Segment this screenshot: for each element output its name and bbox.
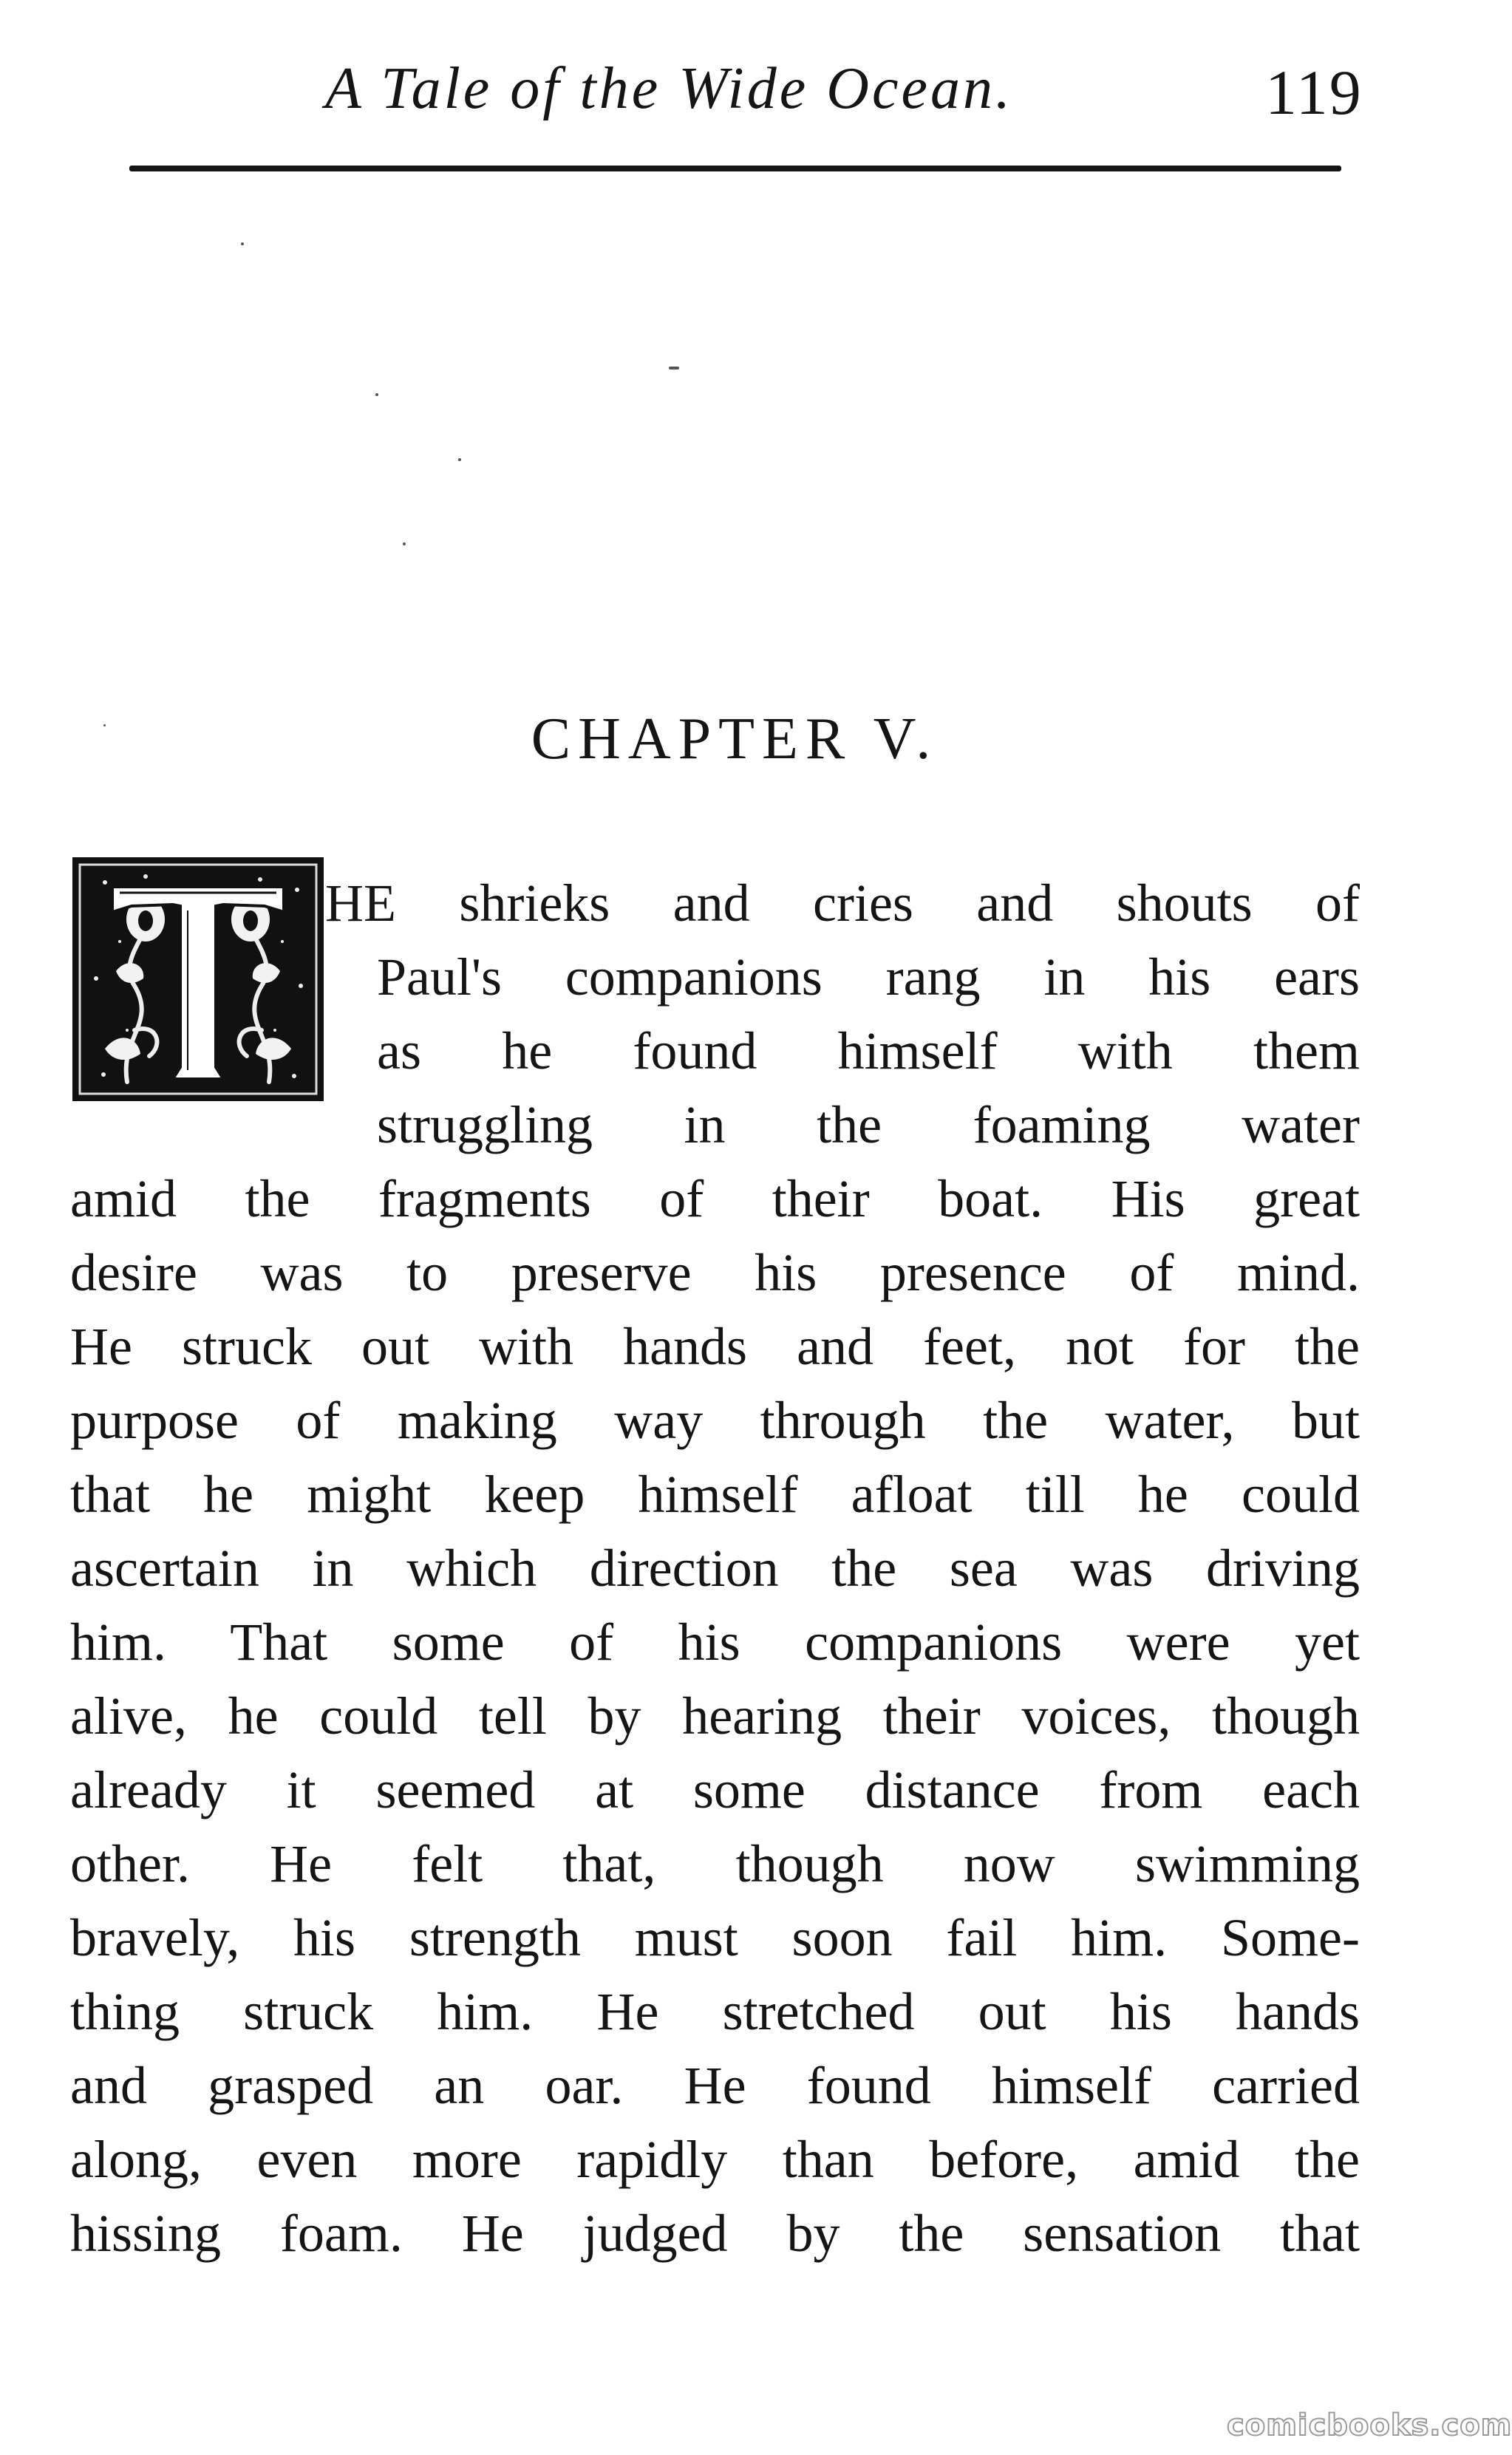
site-watermark: comicbooks.com — [1227, 2408, 1512, 2442]
text-line: as he found himself with them — [377, 1021, 1360, 1080]
page-number: 119 — [1265, 57, 1363, 128]
header-rule — [129, 166, 1341, 171]
text-line: struggling in the foaming water — [377, 1095, 1360, 1154]
text-line: along, even more rapidly than before, amid the — [70, 2130, 1360, 2189]
text-line: and grasped an oar. He found himself carried — [70, 2056, 1360, 2115]
floral-t-icon — [75, 860, 321, 1098]
chapter-heading: CHAPTER V. — [531, 706, 939, 772]
text-line: him. That some of his companions were yet — [70, 1613, 1360, 1672]
scan-speck — [458, 458, 461, 461]
text-line: thing struck him. He stretched out his hands — [70, 1982, 1360, 2041]
text-line: that he might keep himself afloat till he could — [70, 1465, 1360, 1524]
text-line: hissing foam. He judged by the sensation that — [70, 2204, 1360, 2263]
text-line: Paul's companions rang in his ears — [377, 947, 1360, 1007]
scan-speck — [375, 393, 378, 396]
decorative-dropcap — [72, 857, 324, 1101]
text-line: purpose of making way through the water, but — [70, 1391, 1360, 1450]
scan-speck — [669, 367, 679, 370]
text-line: He struck out with hands and feet, not for the — [70, 1317, 1360, 1376]
text-line: bravely, his strength must soon fail him. Some- — [70, 1908, 1360, 1967]
text-line: HE shrieks and cries and shouts of — [325, 874, 1360, 933]
text-line: amid the fragments of their boat. His great — [70, 1169, 1360, 1228]
running-title: A Tale of the Wide Ocean. — [325, 56, 1014, 121]
text-line: already it seemed at some distance from each — [70, 1760, 1360, 1819]
text-line: other. He felt that, though now swimming — [70, 1834, 1360, 1893]
text-line: alive, he could tell by hearing their voices, though — [70, 1686, 1360, 1746]
text-line: ascertain in which direction the sea was driving — [70, 1539, 1360, 1598]
scan-speck — [403, 542, 406, 545]
text-line: desire was to preserve his presence of mind. — [70, 1243, 1360, 1302]
page-header — [0, 0, 1454, 177]
scan-speck — [241, 242, 244, 245]
